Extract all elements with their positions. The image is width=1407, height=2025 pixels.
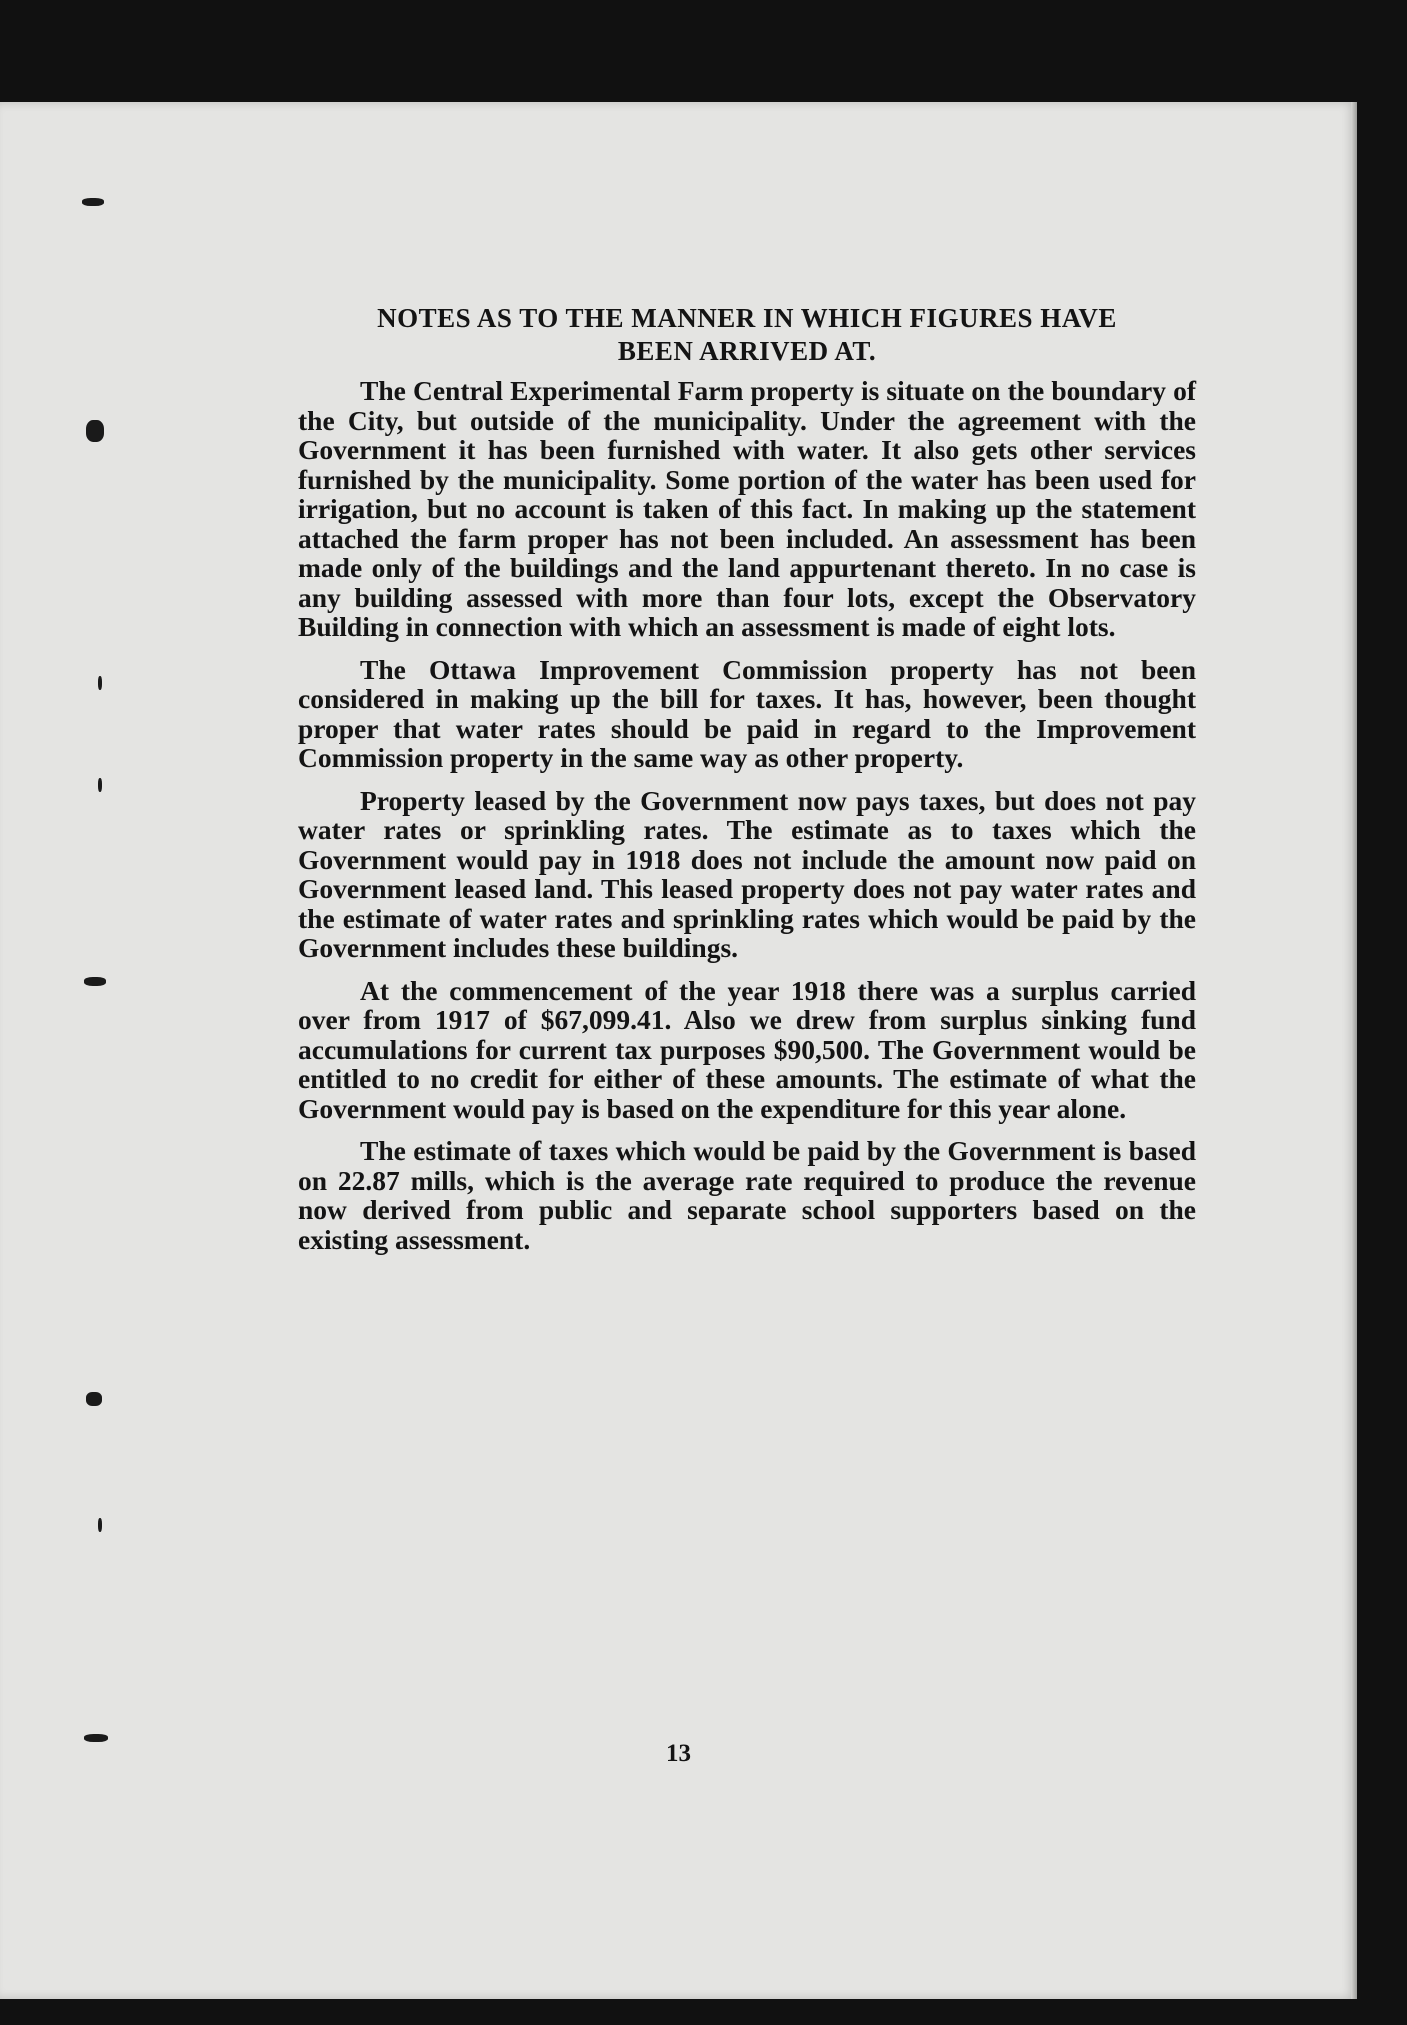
document-page — [0, 102, 1357, 1999]
binding-mark — [98, 778, 102, 792]
paragraph-surplus: At the commencement of the year 1918 there was a surplus carried over from 1917 of $67,099.41. Also we drew from surplus sinking fund accumulations for current tax purposes $90,500. The Government would be entitled to no credit for either of these amounts. The estimate of what the Government would pay is based on the expenditure for this year alone. — [298, 974, 1196, 1124]
paragraph-improvement-commission: The Ottawa Improvement Commission property has not been considered in making up the bill for taxes. It has, however, been thought proper that water rates should be paid in regard to the Improvement Commission property in the same way as other property. — [298, 653, 1196, 773]
binding-mark — [98, 1518, 102, 1532]
document-body — [298, 302, 1196, 1267]
paragraph-tax-rate: The estimate of taxes which would be paid by the Government is based on 22.87 mills, which is the average rate required to produce the revenue now derived from public and separate school supporters based on the existing assessment. — [298, 1135, 1196, 1255]
page-number: 13 — [666, 1740, 691, 1767]
page-edge — [1351, 102, 1357, 1999]
binding-mark — [82, 198, 104, 206]
binding-mark — [86, 420, 104, 442]
paragraph-leased-property: Property leased by the Government now pays taxes, but does not pay water rates or sprinkling rates. The estimate as to taxes which the Government would pay in 1918 does not include the amount now paid on Government leased land. This leased property does not pay water rates and the estimate of water rates and sprinkling rates which would be paid by the Government includes these buildings. — [298, 784, 1196, 963]
binding-mark — [98, 676, 102, 690]
paragraph-farm-property: The Central Experimental Farm property is situate on the boundary of the City, but outside of the municipality. Under the agreement with the Government it has been furnished with water. It also gets other services furnished by the municipality. Some portion of the water has been used for irrigation, but no account is taken of this fact. In making up the statement attached the farm proper has not been included. An assessment has been made only of the buildings and the land appurtenant thereto. In no case is any building assessed with more than four lots, except the Observatory Building in connection with which an assessment is made of eight lots. — [298, 375, 1196, 642]
document-heading — [298, 302, 1196, 368]
heading-line-2: BEEN ARRIVED AT. — [617, 336, 877, 366]
heading-line-1: NOTES AS TO THE MANNER IN WHICH FIGURES HAVE — [377, 303, 1117, 333]
binding-mark — [84, 977, 106, 986]
binding-mark — [86, 1392, 102, 1406]
